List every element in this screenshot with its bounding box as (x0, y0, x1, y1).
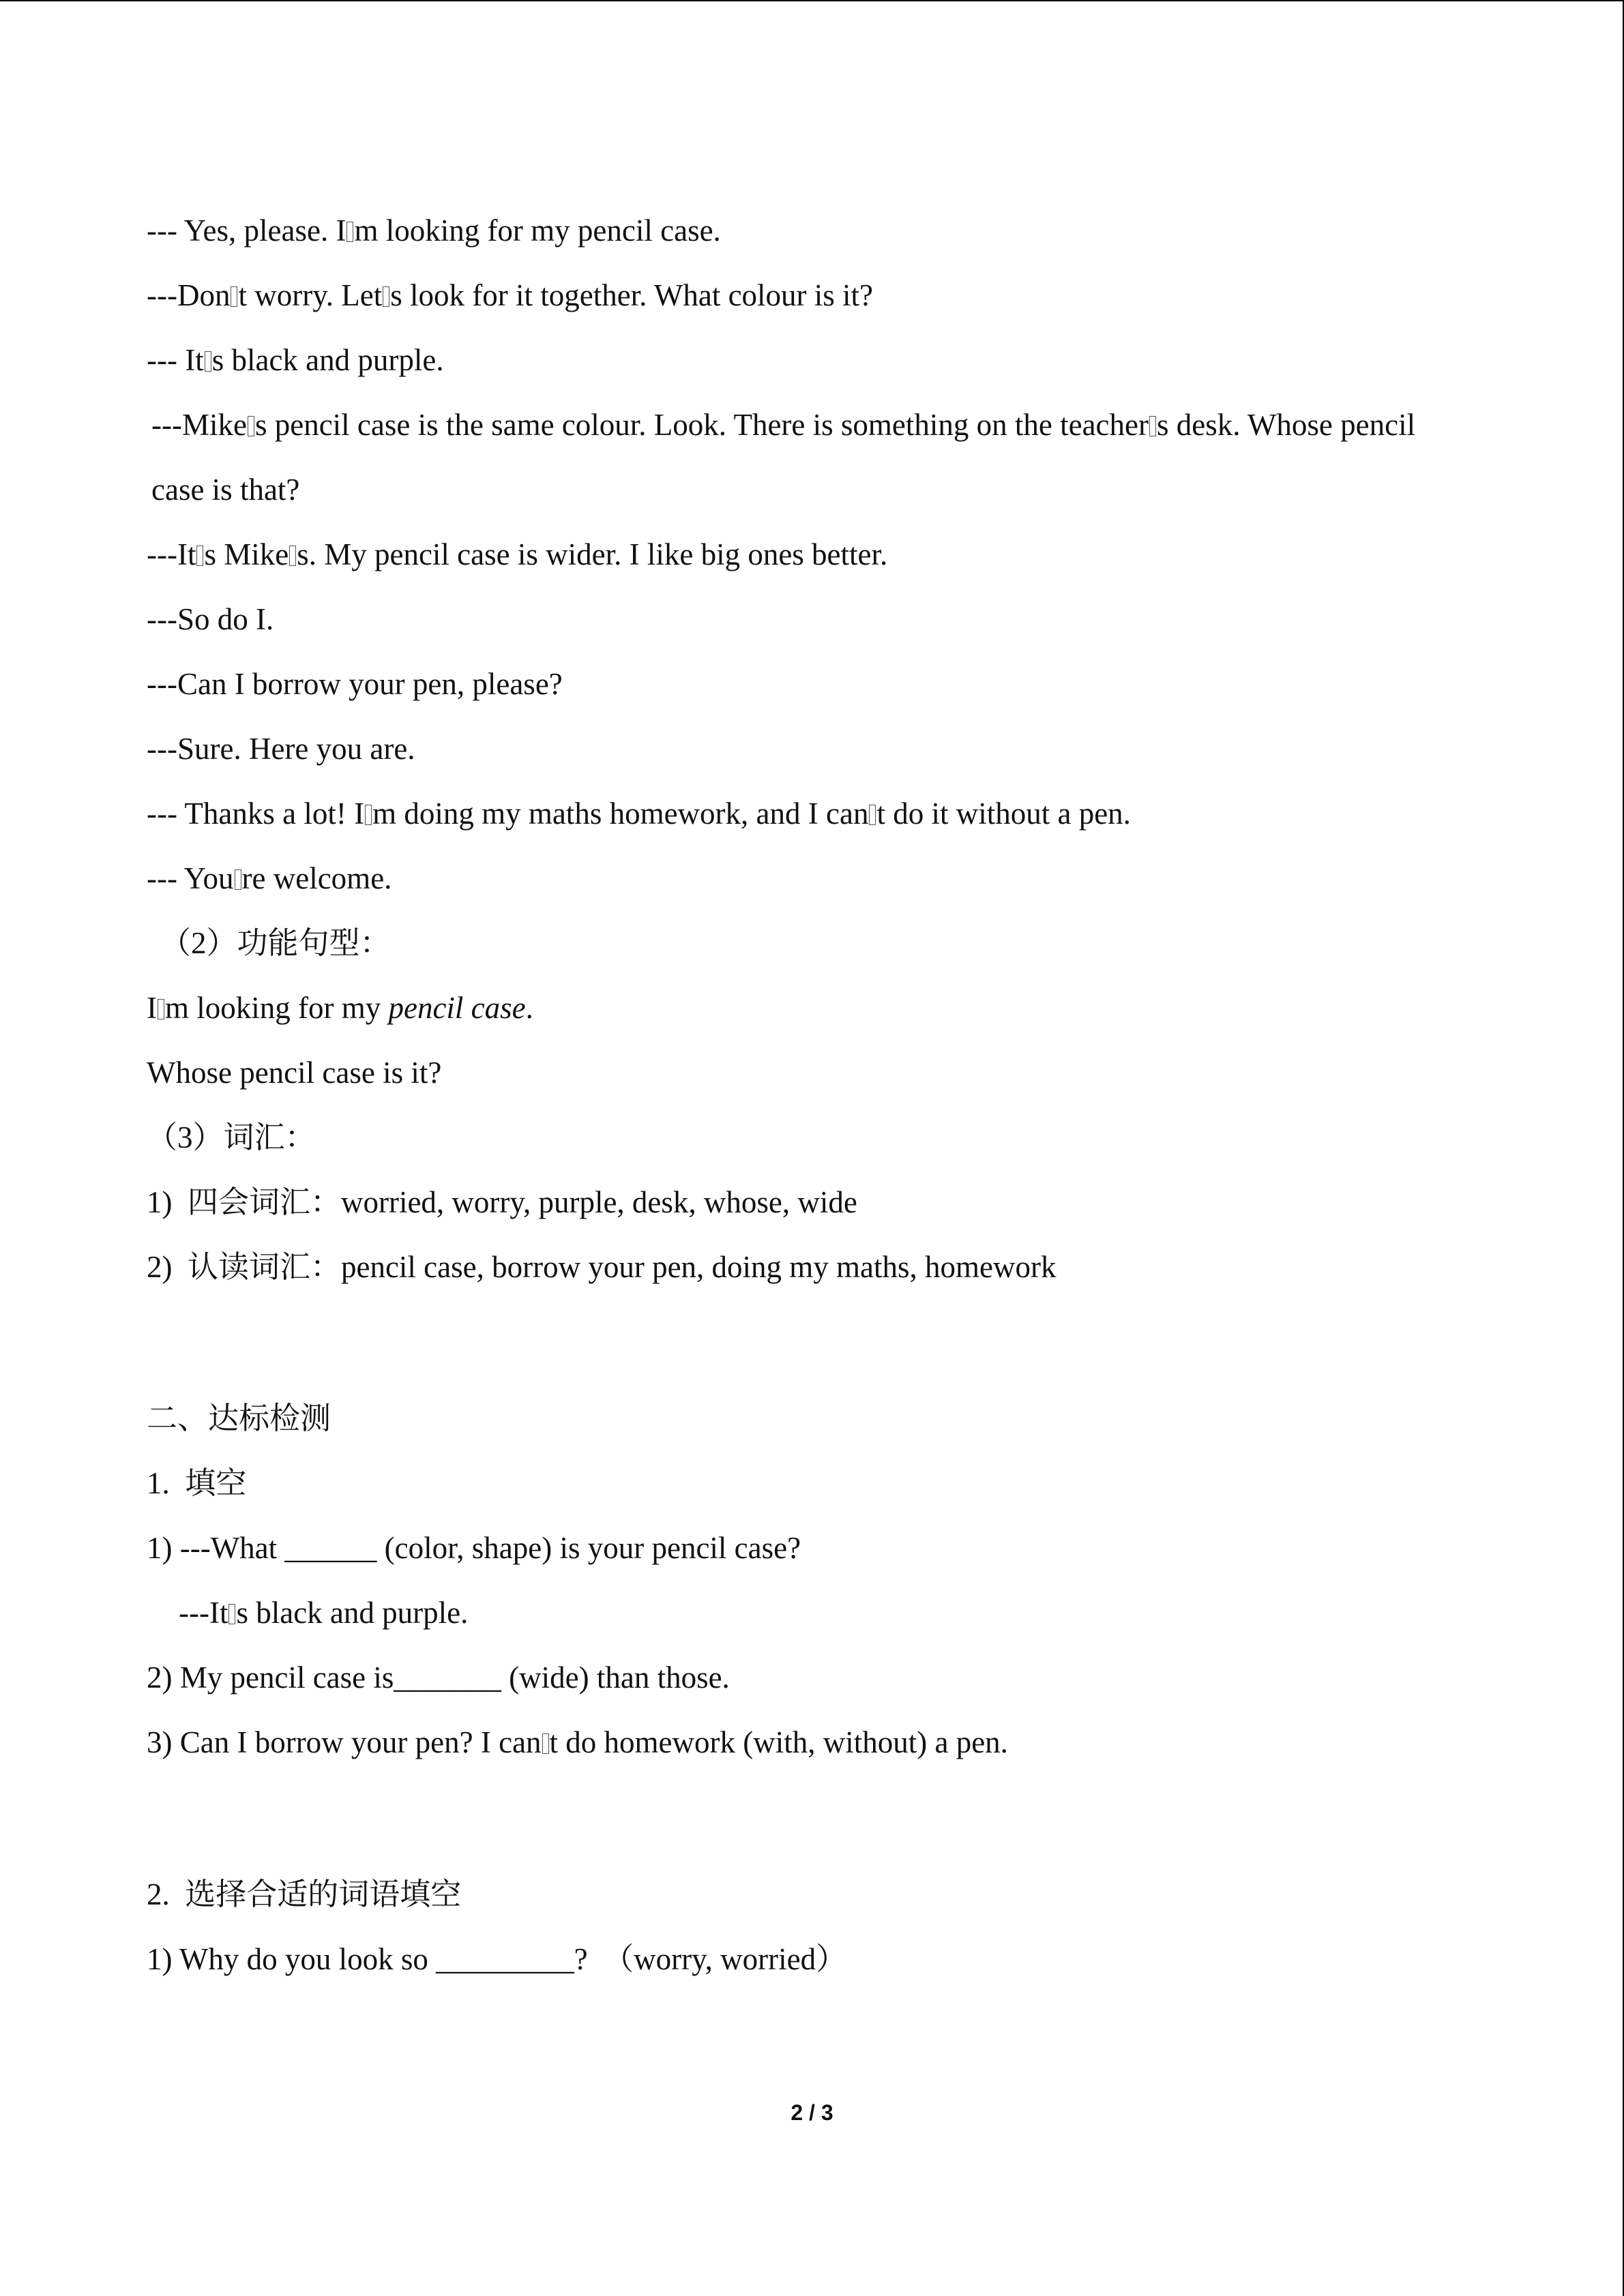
dialogue-line-10: --- Thanks a lot! I m doing my maths homework, and I can t do it without a pen. (147, 796, 1131, 831)
missing-glyph-icon (205, 351, 211, 372)
dialogue-line-8: ---Can I borrow your pen, please? (147, 667, 563, 701)
vocab-item-1: 1) 四会词汇：worried, worry, purple, desk, whose, wide (147, 1185, 857, 1219)
dialogue-line-7: ---So do I. (147, 602, 274, 636)
missing-glyph-icon (542, 1733, 549, 1754)
missing-glyph-icon (365, 805, 372, 825)
functions-heading: （2）功能句型： (160, 926, 391, 960)
function-sentence-1: I m looking for my pencil case. (147, 991, 533, 1025)
part2-question-1: 1) Why do you look so _________? （worry, worried） (147, 1942, 847, 1976)
missing-glyph-icon (346, 222, 353, 242)
missing-glyph-icon (235, 869, 241, 890)
dialogue-line-4: ---Mike s pencil case is the same colour. Look. There is something on the teacher s desk. Whose pencil (151, 408, 1416, 442)
missing-glyph-icon (1149, 416, 1156, 436)
missing-glyph-icon (289, 546, 296, 566)
question-1-answer: ---It s black and purple. (179, 1596, 469, 1630)
missing-glyph-icon (231, 286, 237, 307)
missing-glyph-icon (196, 546, 203, 566)
missing-glyph-icon (383, 286, 389, 307)
test-heading: 二、达标检测 (147, 1401, 331, 1435)
dialogue-line-5: case is that? (151, 473, 300, 507)
dialogue-line-3: --- It s black and purple. (147, 343, 444, 377)
part1-title: 1. 填空 (147, 1466, 247, 1500)
missing-glyph-icon (228, 1604, 235, 1624)
missing-glyph-icon (158, 999, 164, 1019)
missing-glyph-icon (869, 805, 876, 825)
dialogue-line-1: --- Yes, please. I m looking for my pencil case. (147, 213, 721, 248)
dialogue-line-11: --- You re welcome. (147, 861, 392, 895)
page-number: 2 / 3 (791, 2100, 833, 2125)
dialogue-line-2: ---Don t worry. Let s look for it together. What colour is it? (147, 278, 874, 312)
question-1: 1) ---What ______ (color, shape) is your pencil case? (147, 1531, 801, 1565)
question-2: 2) My pencil case is_______ (wide) than those. (147, 1660, 730, 1695)
vocab-heading: （3）词汇： (147, 1120, 316, 1154)
dialogue-line-6: ---It s Mike s. My pencil case is wider. I like big ones better. (147, 537, 888, 571)
dialogue-line-9: ---Sure. Here you are. (147, 732, 415, 766)
page-top-border (0, 0, 1624, 1)
function-sentence-2: Whose pencil case is it? (147, 1056, 442, 1090)
part2-title: 2. 选择合适的词语填空 (147, 1877, 462, 1911)
missing-glyph-icon (248, 416, 254, 436)
vocab-item-2: 2) 认读词汇：pencil case, borrow your pen, doing my maths, homework (147, 1250, 1057, 1284)
question-3: 3) Can I borrow your pen? I can t do homework (with, without) a pen. (147, 1725, 1008, 1759)
